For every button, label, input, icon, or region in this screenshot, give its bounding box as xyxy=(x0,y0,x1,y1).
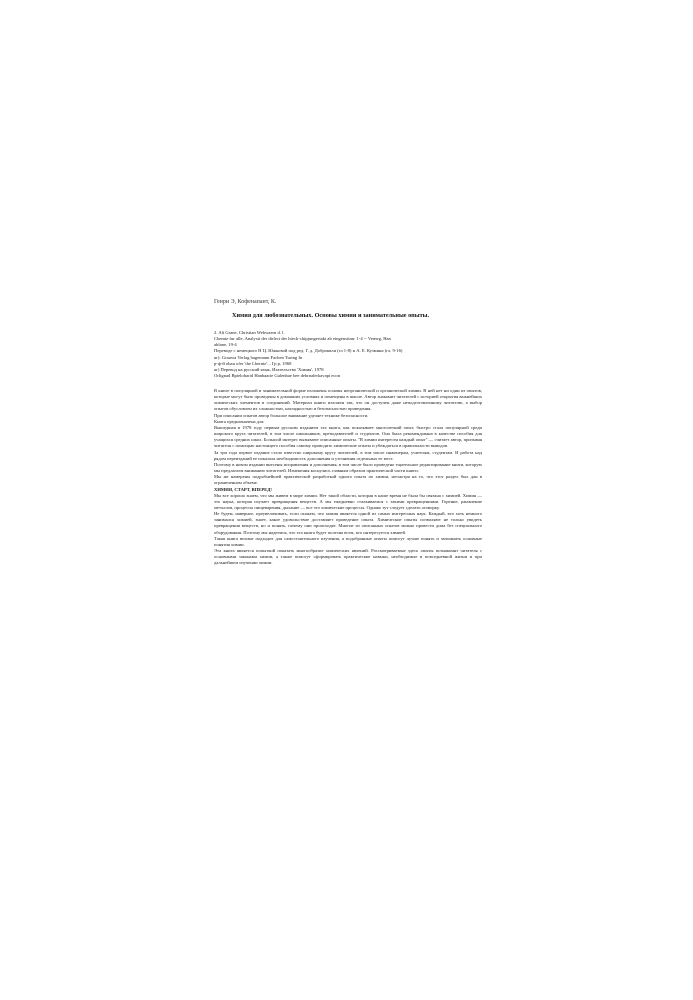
book-title: Химия для любознательных. Основы химии и занимательные опыты. xyxy=(232,312,429,319)
bibliography-line: Orlignad Bptelobarid Hanbaarie Gulenbae bee debrnalerkavapt econ xyxy=(214,373,341,379)
bibliography-line: Chemie fur alle, Analysti der dirlect der hieck-chipjungeriakt ab eingenstinn: 1-4 -- Verneg, Han xyxy=(214,336,391,342)
paragraph: Вышедшая в 1978 году первым русским изданием эта книга, как показывает многолетний опыт, быстро стала популярной среди широкого круга читателей, в том числе школьников, преподавателей и студентов. Она была рекомендована в качестве пособия для учащихся средних школ. Большой интерес вызывают описанные опыты. "В химии интересен каждый опыт" — считает автор, призывая читателя с помощью настоящего пособия самому проводить химические опыты и убеждаться в правильности выводов. xyxy=(214,424,482,449)
paragraph: При описании опытов автор большое внимание уделяет технике безопасности. xyxy=(214,412,369,418)
bibliographic-info xyxy=(214,330,482,379)
paragraph: Поэтому в новом издании внесены исправления и дополнения, в том числе было проведено тщательное редактирование книги, которую мы предлагаем вниманию читателей. Изменения коснулись главным образом практической части книги. xyxy=(214,461,482,474)
paragraph: Книга предназначена для xyxy=(214,418,264,424)
bibliography-line: ur): Grauwa Verlag hagemann Fachen Turing In xyxy=(214,354,303,360)
paragraph: Не будем, наверное, преувеличивать, если скажем, что химия является одной из самых интересных наук. Каждый, кто хоть немного занимался химией, знает, какое удовольствие доставляет проведение опыта. Химические опыты позволяют не только увидеть превращения веществ, но и понять, почему они происходят. Многие из описанных опытов можно провести дома без специального оборудования. Поэтому мы надеемся, что эта книга будет полезна всем, кто интересуется химией. xyxy=(214,511,482,535)
paragraph: Эта книга является попыткой показать многообразие химических явлений. Рассматриваемые здесь опыты познакомят читателя с основными законами химии, а также помогут сформировать практические навыки, необходимые в повседневной жизни и при дальнейшем изучении химии. xyxy=(214,548,482,566)
bibliography-line: 2. Alt Grane, Christian Webwaern d. l. xyxy=(214,330,285,335)
paragraph: Мы все хорошо знаем, что мы живем в мире химии. Нет такой области, которая в наше время не была бы связана с химией. Химия — это наука, которая изучает превращения веществ. А мы ежедневно сталкиваемся с такими превращениями. Горение, ржавление металлов, процессы пищеварения, дыхание — все это химические процессы. Однако тут следует сделать оговорку. xyxy=(214,492,482,510)
paragraph: За три года первое издание стало известно широкому кругу читателей, в том числе инженерам, учителям, студентам. И работа над рядом переизданий ее показала необходимость дополнения и уточнения отдельных ее мест. xyxy=(214,449,482,461)
section-heading: ХИМИЯ, СТАРТ, ВПЕРЕД! xyxy=(214,486,272,492)
bibliography-line: ur) Перевод на русский язык, Изательство 'Химия', 1978 xyxy=(214,366,324,372)
paragraph: В книге в популярной и занимательной форме изложены основы неорганической и органической химии. В ней нет ни один из опытов, которые могут быть проведены в домашних условиях и помещены в школе. Автор знакомит читателей с историей открытия важнейших химических элементов и соединений. Материал книги изложен так, что он доступен даже неподготовленному читателю, а выбор опытов обусловлен их сложностью, наглядностью и безопасностью проведения. xyxy=(214,388,482,412)
authors-line: Генри Э, Кофенапант, К. xyxy=(214,299,277,305)
bibliography-line: Переводе с немецкого Н Ц. Южковой под ред. Г. д. Доброквли (гл 1-8) и А. Е. Кузмина (гл. 9-16) xyxy=(214,348,403,354)
paragraph: Мы же намерены подробнейшей практической разработкой одного опыта по химии, несмотря на то, что этот раздел был дан в ограниченном объеме. xyxy=(214,474,482,486)
body-text xyxy=(214,388,482,567)
bibliography-line: ablane, 19-4 xyxy=(214,342,237,348)
bibliography-line: р-ф-й ohau ofer 'the Lbernie'... Гр р, 1968 xyxy=(214,360,292,366)
paragraph: Такая книга вполне подходит для самостоятельного изучения, а подобранные опыты помогут лучше понять и запомнить основные понятия химии. xyxy=(214,535,482,547)
